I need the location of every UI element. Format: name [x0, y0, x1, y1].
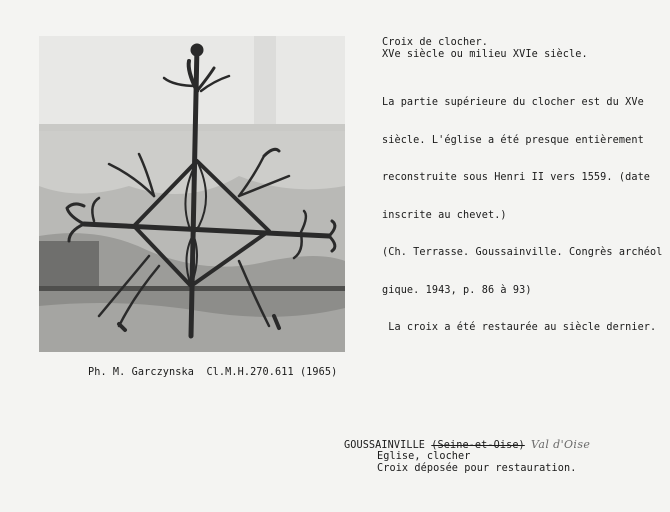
old-department: (Seine-et-Oise)	[431, 440, 525, 451]
photo-reference: Cl.M.H.270.611 (1965)	[206, 367, 338, 378]
restoration-note: Croix déposée pour restauration.	[377, 463, 577, 474]
handwritten-department: Val d'Oise	[531, 438, 591, 451]
commune-name: GOUSSAINVILLE	[344, 440, 426, 451]
building-name: Eglise, clocher	[377, 451, 471, 462]
description-paragraph	[382, 72, 670, 347]
description-line: siècle. L'église a été presque entièrement	[382, 134, 644, 146]
description-line: gique. 1943, p. 86 à 93)	[382, 284, 532, 296]
description-line: La partie supérieure du clocher est du XVe	[382, 97, 644, 108]
description-line: inscrite au chevet.)	[382, 209, 507, 221]
cross-photo-drawing	[39, 36, 345, 352]
object-dating: XVe siècle ou milieu XVIe siècle.	[382, 49, 588, 60]
object-title: Croix de clocher.	[382, 37, 488, 48]
photo-caption	[88, 367, 337, 380]
photographer-credit: Ph. M. Garczynska	[88, 367, 194, 378]
description-line: (Ch. Terrasse. Goussainville. Congrès archéol	[382, 247, 663, 258]
photograph	[39, 36, 345, 352]
description-line: reconstruite sous Henri II vers 1559. (date	[382, 172, 651, 183]
description-line: La croix a été restaurée au siècle dernier.	[382, 322, 657, 333]
